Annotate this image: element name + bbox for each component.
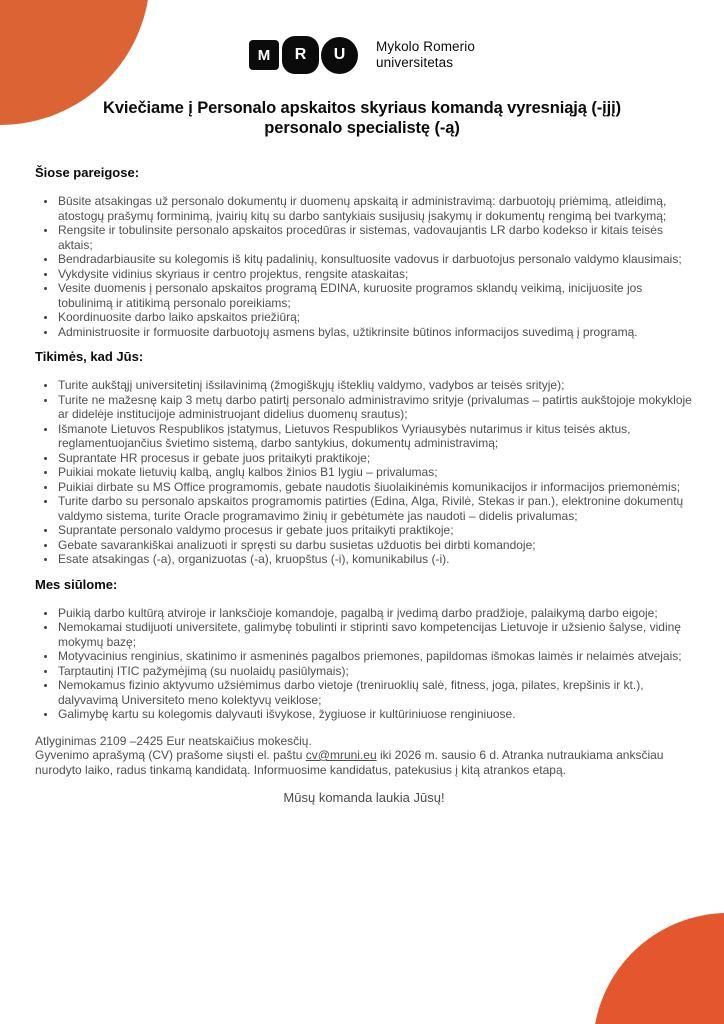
section-duties-list: [35, 194, 693, 339]
application-text-before: Gyvenimo aprašymą (CV) prašome siųsti el. paštu: [35, 748, 306, 762]
section-expectations: [35, 349, 693, 567]
list-item: • Puikiai dirbate su MS Office programomis, gebate naudotis šiuolaikinėmis komunikacijos ir informacijos priemonėmis;: [57, 480, 693, 495]
application-text-after: iki 2026 m. sausio 6 d. Atranka nutraukiama anksčiau nurodyto laiko, radus tinkamą kandidatą. Informuosime kandidatus, patekusius į kitą atrankos etapą.: [35, 748, 664, 777]
mru-logo-icon: [249, 36, 358, 74]
section-offer-list: [35, 606, 693, 722]
page-title-line2: personalo specialistę (-ą): [264, 118, 460, 137]
closing-line: Mūsų komanda laukia Jūsų!: [283, 790, 445, 805]
list-item: • Bendradarbiausite su kolegomis iš kitų padalinių, konsultuosite vadovus ir darbuotojus personalo valdymo klausimais;: [57, 252, 693, 267]
list-item: • Esate atsakingas (-a), organizuotas (-a), kruopštus (-i), komunikabilus (-i).: [57, 552, 693, 567]
section-offer-heading: Mes siūlome:: [35, 576, 118, 592]
logo-tile-m: [249, 40, 279, 70]
list-item: • Galimybę kartu su kolegomis dalyvauti išvykose, žygiuose ir kultūriniuose renginiuose.: [57, 707, 693, 722]
list-item: • Koordinuosite darbo laiko apskaitos priežiūrą;: [57, 310, 693, 325]
list-item: • Turite darbo su personalo apskaitos programomis patirties (Edina, Alga, Rivilė, Stekas ir pan.), elektronine dokumentų valdymo sistema, turite Oracle programavimo žinių ir gebėtumėte jas naudoti – didelis privalumas;: [57, 494, 693, 523]
page-title-line1: Kviečiame į Personalo apskaitos skyriaus komandą vyresniąją (-įjį): [103, 99, 621, 117]
list-item: • Turite aukštąjį universitetinį išsilavinimą (žmogiškųjų išteklių valdymo, vadybos ar teisės srityje);: [57, 378, 693, 393]
list-item: • Motyvacinius renginius, skatinimo ir asmeninės pagalbos priemones, papildomas išmokas laimės ir nelaimės atvejais;: [57, 649, 693, 664]
footer: [35, 734, 693, 806]
content: [35, 157, 693, 806]
list-item: • Vykdysite vidinius skyriaus ir centro projektus, rengsite ataskaitas;: [57, 267, 693, 282]
logo-letter-u: U: [333, 46, 346, 63]
application-email-link[interactable]: cv@mruni.eu: [305, 748, 377, 762]
list-item: • Administruosite ir formuosite darbuotojų asmens bylas, užtikrinsite būtinos informacijos suvedimą į programą.: [57, 325, 693, 340]
logo-letter-r: R: [294, 46, 307, 63]
page-title: [0, 99, 724, 138]
list-item: • Tarptautinį ITIC pažymėjimą (su nuolaidų pasiūlymais);: [57, 664, 693, 679]
list-item: • Suprantate personalo valdymo procesus ir gebate juos pritaikyti praktikoje;: [57, 523, 693, 538]
list-item: • Gebate savarankiškai analizuoti ir spręsti su darbu susietas užduotis bei dirbti komandoje;: [57, 538, 693, 553]
decorative-circle-bottom-right: [593, 913, 724, 1024]
list-item: • Suprantate HR procesus ir gebate juos pritaikyti praktikoje;: [57, 451, 693, 466]
list-item: • Vesite duomenis į personalo apskaitos programą EDINA, kuruosite programos sklandų veikimą, inicijuosite jos tobulinimą ir atitikimą personalo poreikiams;: [57, 281, 693, 310]
list-item: • Turite ne mažesnę kaip 3 metų darbo patirtį personalo administravimo srityje (privalumas – patirtis aukštojoje mokykloje ar didelėje institucijoje administruojant didelius duomenų srautus);: [57, 393, 693, 422]
section-expectations-list: [35, 378, 693, 567]
section-duties: [35, 165, 693, 339]
application-instructions: [35, 748, 693, 777]
section-offer: [35, 577, 693, 722]
list-item: • Nemokamus fizinio aktyvumo užsiėmimus darbo vietoje (treniruoklių salė, fitness, joga, pilates, krepšinis ir kt.), dalyvavimą Universiteto meno kolektyvų veiklose;: [57, 678, 693, 707]
list-item: • Rengsite ir tobulinsite personalo apskaitos procedūras ir sistemas, vadovaujantis LR darbo kodekso ir kitais teisės aktais;: [57, 223, 693, 252]
list-item: • Nemokamai studijuoti universitete, galimybę tobulinti ir stiprinti savo kompetencijas Lietuvoje ir užsienio šalyse, vidinę mokymų bazę;: [57, 620, 693, 649]
list-item: • Puikią darbo kultūrą atviroje ir lanksčioje komandoje, pagalbą ir įvedimą darbo pradžioje, palaikymą darbo eigoje;: [57, 606, 693, 621]
section-expectations-heading: Tikimės, kad Jūs:: [35, 349, 144, 364]
list-item: • Išmanote Lietuvos Respublikos įstatymus, Lietuvos Respublikos Vyriausybės nutarimus ir kitus teisės aktus, reglamentuojančius švietimo sistemą, darbo santykius, dokumentų administravimą;: [57, 422, 693, 451]
section-duties-heading: Šiose pareigose:: [35, 165, 140, 180]
logo-header: [0, 36, 724, 74]
university-name-line2: universitetas: [376, 55, 454, 70]
university-name: [376, 39, 475, 72]
salary-line: Atlyginimas 2109 –2425 Eur neatskaičius mokesčių.: [35, 733, 312, 748]
university-name-line1: Mykolo Romerio: [376, 38, 475, 54]
logo-tile-u: [321, 37, 358, 74]
logo-tile-r: [282, 36, 319, 74]
list-item: • Būsite atsakingas už personalo dokumentų ir duomenų apskaitą ir administravimą: darbuotojų priėmimą, atleidimą, atostogų prašymų forminimą, įvairių kitų su darbo santykiais susijusių įsakymų ir dokumentų rengimą bei tvarkymą;: [57, 194, 693, 223]
logo-letter-m: M: [257, 46, 271, 64]
list-item: • Puikiai mokate lietuvių kalbą, anglų kalbos žinios B1 lygiu – privalumas;: [57, 465, 693, 480]
